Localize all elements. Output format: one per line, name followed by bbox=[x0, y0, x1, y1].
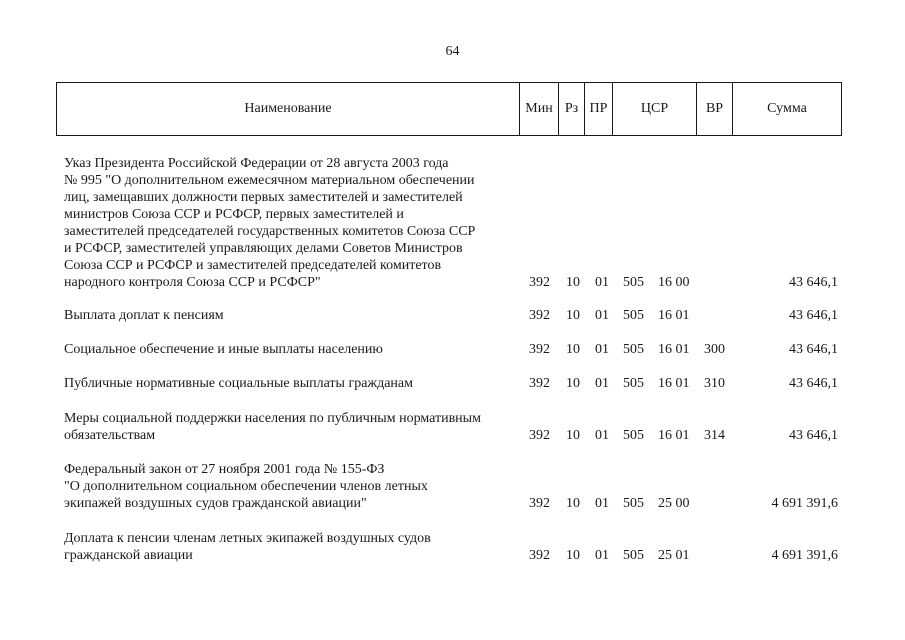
row-csr-item: 25 01 bbox=[658, 548, 690, 563]
table-row bbox=[0, 461, 905, 512]
table-header bbox=[56, 82, 842, 136]
row-pr: 01 bbox=[595, 275, 609, 290]
row-sum: 4 691 391,6 bbox=[771, 496, 838, 511]
row-sum: 43 646,1 bbox=[789, 428, 838, 443]
row-csr-item: 16 00 bbox=[658, 275, 690, 290]
row-rz: 10 bbox=[566, 548, 580, 563]
header-pr: ПР bbox=[585, 83, 613, 135]
row-min: 392 bbox=[529, 496, 550, 511]
row-csr-program: 505 bbox=[623, 342, 644, 357]
row-name: Доплата к пенсии членам летных экипажей воздушных судов гражданской авиации bbox=[64, 531, 431, 563]
row-vr: 314 bbox=[704, 428, 725, 443]
row-name: Выплата доплат к пенсиям bbox=[64, 308, 224, 323]
row-name: Социальное обеспечение и иные выплаты населению bbox=[64, 342, 383, 357]
table-row bbox=[0, 307, 905, 324]
row-name: Меры социальной поддержки населения по публичным нормативным обязательствам bbox=[64, 411, 481, 443]
row-sum: 43 646,1 bbox=[789, 376, 838, 391]
row-sum: 4 691 391,6 bbox=[771, 548, 838, 563]
table-row bbox=[0, 410, 905, 444]
row-csr-item: 16 01 bbox=[658, 376, 690, 391]
row-csr-program: 505 bbox=[623, 496, 644, 511]
row-csr-item: 16 01 bbox=[658, 308, 690, 323]
row-rz: 10 bbox=[566, 428, 580, 443]
header-csr: ЦСР bbox=[613, 83, 697, 135]
header-sum: Сумма bbox=[767, 101, 807, 116]
row-csr-item: 25 00 bbox=[658, 496, 690, 511]
table-row bbox=[0, 155, 905, 291]
row-vr: 310 bbox=[704, 376, 725, 391]
row-min: 392 bbox=[529, 275, 550, 290]
row-csr-program: 505 bbox=[623, 428, 644, 443]
page-number: 64 bbox=[445, 44, 460, 59]
row-pr: 01 bbox=[595, 428, 609, 443]
row-rz: 10 bbox=[566, 275, 580, 290]
row-csr-program: 505 bbox=[623, 548, 644, 563]
row-csr-item: 16 01 bbox=[658, 428, 690, 443]
row-rz: 10 bbox=[566, 308, 580, 323]
row-pr: 01 bbox=[595, 308, 609, 323]
row-name: Федеральный закон от 27 ноября 2001 года № 155-ФЗ "О дополнительном социальном обеспечении членов летных экипажей воздушных судов гражданской авиации" bbox=[64, 462, 428, 511]
row-pr: 01 bbox=[595, 342, 609, 357]
row-pr: 01 bbox=[595, 376, 609, 391]
row-csr-item: 16 01 bbox=[658, 342, 690, 357]
row-name: Публичные нормативные социальные выплаты гражданам bbox=[64, 376, 413, 391]
table-row bbox=[0, 375, 905, 392]
row-vr: 300 bbox=[704, 342, 725, 357]
table-row bbox=[0, 341, 905, 358]
header-name: Наименование bbox=[57, 83, 520, 135]
row-min: 392 bbox=[529, 342, 550, 357]
row-rz: 10 bbox=[566, 496, 580, 511]
header-min: Мин bbox=[520, 83, 559, 135]
row-csr-program: 505 bbox=[623, 376, 644, 391]
row-sum: 43 646,1 bbox=[789, 275, 838, 290]
row-rz: 10 bbox=[566, 376, 580, 391]
row-pr: 01 bbox=[595, 496, 609, 511]
row-min: 392 bbox=[529, 376, 550, 391]
row-csr-program: 505 bbox=[623, 308, 644, 323]
row-sum: 43 646,1 bbox=[789, 342, 838, 357]
header-vr: ВР bbox=[697, 83, 733, 135]
header-rz: Рз bbox=[559, 83, 585, 135]
row-name: Указ Президента Российской Федерации от 28 августа 2003 года № 995 "О дополнительном ежемесячном материальном обеспечении лиц, замещавших должности первых заместителей и заместителей министров Союза ССР и РСФСР, первых заместителей и заместителей председателей государственных комитетов Союза ССР и РСФСР, заместителей управляющих делами Советов Министров Союза ССР и РСФСР и заместителей председателей комитетов народного контроля Союза ССР и РСФСР" bbox=[64, 156, 476, 290]
table-row bbox=[0, 530, 905, 564]
row-min: 392 bbox=[529, 428, 550, 443]
row-min: 392 bbox=[529, 308, 550, 323]
row-csr-program: 505 bbox=[623, 275, 644, 290]
row-rz: 10 bbox=[566, 342, 580, 357]
row-sum: 43 646,1 bbox=[789, 308, 838, 323]
row-min: 392 bbox=[529, 548, 550, 563]
row-pr: 01 bbox=[595, 548, 609, 563]
